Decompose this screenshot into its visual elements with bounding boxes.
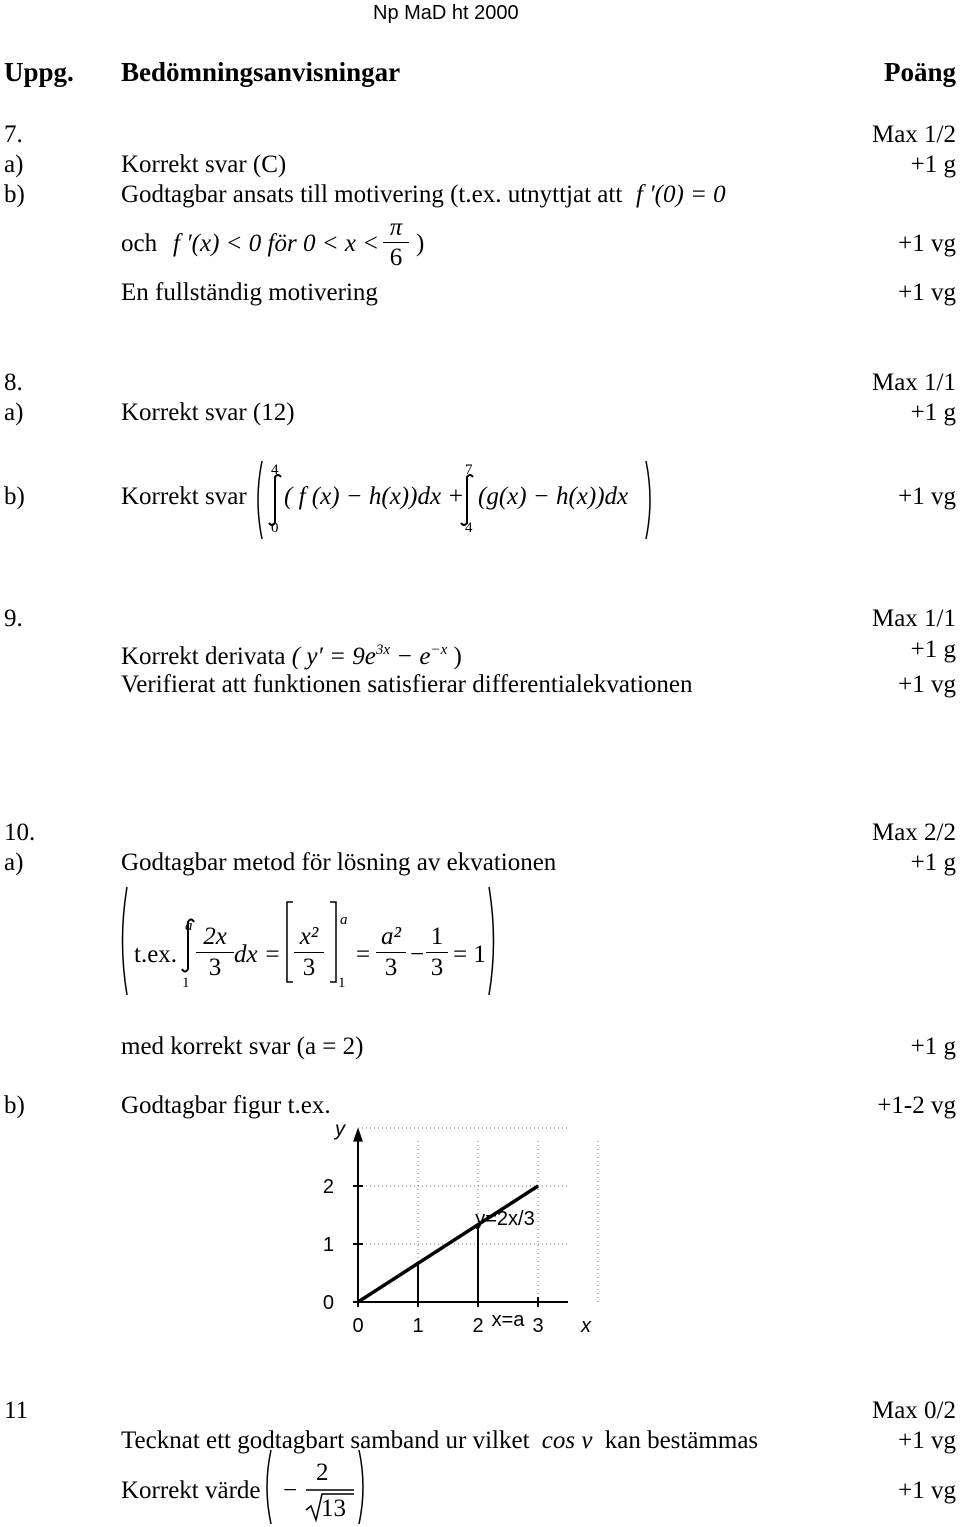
x-tick-label: 1 — [412, 1315, 424, 1337]
q9-formula-b: − e — [390, 643, 431, 670]
q10-svar-text: med korrekt svar (a = 2) — [121, 1033, 364, 1060]
q11-left-paren — [267, 1450, 271, 1524]
q10-bracket-lower: 1 — [338, 975, 346, 991]
q7b-formula: f ′(0) = 0 — [636, 181, 726, 208]
q8b-label: b) — [4, 483, 25, 510]
q10-left-paren — [123, 887, 128, 995]
q11-line1-points: +1 vg — [898, 1427, 956, 1454]
q11-cos-v: cos v — [541, 1427, 593, 1454]
q11-number: 11 — [4, 1397, 29, 1424]
q8-number: 8. — [4, 369, 23, 396]
x-equals-a-annotation: x=a — [491, 1309, 525, 1331]
q11-line1-text: Tecknat ett godtagbart samband ur vilket — [121, 1427, 530, 1454]
q7-max: Max 1/2 — [871, 121, 956, 148]
q8-int2-lower: 4 — [465, 520, 473, 536]
q10a-text: Godtagbar metod för lösning av ekvationen — [121, 849, 557, 876]
q7-close-paren: ) — [416, 230, 425, 257]
q7-pi-fraction — [383, 214, 409, 273]
y-tick-label: 2 — [322, 1176, 334, 1198]
q11-numerator: 2 — [316, 1459, 329, 1486]
y-tick-label: 1 — [322, 1234, 334, 1256]
q10-dx-eq: dx = — [234, 941, 281, 968]
q9-formula-c: ) — [447, 643, 462, 670]
q8a-label: a) — [4, 399, 24, 426]
q10-frac4 — [426, 922, 448, 983]
col-poang-heading: Poäng — [883, 57, 956, 87]
q9-exp1: 3x — [375, 642, 391, 658]
q10-f3-den: 3 — [384, 954, 398, 981]
q10-f2-num: x² — [294, 922, 324, 953]
q7-number: 7. — [4, 121, 23, 148]
q8b-text: Korrekt svar — [121, 483, 247, 510]
q7a-label: a) — [4, 151, 24, 178]
q7-och-points: +1 vg — [898, 230, 956, 257]
q9-line1-points: +1 g — [910, 636, 956, 663]
col-uppg-heading: Uppg. — [4, 57, 74, 87]
q8-integral1-sign — [269, 475, 281, 525]
q10-bracket-upper: a — [340, 912, 348, 928]
q8b-points: +1 vg — [898, 483, 956, 510]
q8-int2-body: (g(x) − h(x))dx — [478, 483, 629, 510]
q11-line1-rest: kan bestämmas — [604, 1427, 759, 1454]
q11-minus: − — [283, 1477, 298, 1504]
q7a-points: +1 g — [910, 151, 956, 178]
q10-svar-points: +1 g — [910, 1033, 956, 1060]
q7-pi: π — [383, 214, 409, 243]
q10-int-lower: 1 — [182, 975, 190, 991]
q10-eq1: = — [356, 941, 371, 968]
q8a-points: +1 g — [910, 399, 956, 426]
q8-int2-upper: 7 — [465, 462, 473, 478]
q10-f3-num: a² — [376, 922, 406, 953]
q10b-text: Godtagbar figur t.ex. — [121, 1092, 331, 1119]
q10a-points: +1 g — [910, 849, 956, 876]
q9-line1-label: Korrekt derivata — [121, 643, 286, 670]
q11-line2-text: Korrekt värde — [121, 1477, 261, 1504]
q8a-text: Korrekt svar (12) — [121, 399, 295, 426]
y-axis-label: y — [335, 1118, 345, 1141]
q10-ex-prefix: t.ex. — [134, 941, 178, 968]
q10-f1-num: 2x — [196, 922, 234, 953]
q7-six: 6 — [389, 244, 403, 271]
q10-f4-num: 1 — [426, 922, 448, 953]
q10-minus: − — [410, 941, 425, 968]
q7b-text: Godtagbar ansats till motivering (t.ex. utnyttjat att — [121, 181, 623, 208]
y-tick-label: 0 — [322, 1292, 334, 1314]
q9-line1-text — [121, 635, 462, 672]
q8-int1-body: ( f (x) − h(x))dx + — [284, 483, 465, 510]
q7a-text: Korrekt svar (C) — [121, 151, 287, 178]
line-annotation: y=2x/3 — [475, 1207, 535, 1230]
q10-f1-den: 3 — [208, 954, 222, 981]
y-axis-arrow-icon — [353, 1128, 363, 1142]
q9-line2-text: Verifierat att funktionen satisfierar differentialekvationen — [121, 671, 693, 698]
q10-eq2: = 1 — [453, 941, 486, 968]
q10-f4-den: 3 — [430, 954, 444, 981]
x-tick-label: 2 — [472, 1315, 484, 1337]
q10a-label: a) — [4, 849, 24, 876]
q7-och-formula: f ′(x) < 0 för 0 < x < — [173, 230, 380, 257]
col-anvisningar-heading: Bedömningsanvisningar — [121, 57, 401, 87]
q10-int-upper: a — [185, 918, 193, 934]
q7-full-text: En fullständig motivering — [121, 279, 378, 306]
q10-frac3 — [376, 922, 406, 983]
q10-frac2 — [294, 922, 324, 983]
q10-frac1 — [196, 922, 234, 983]
q10-max: Max 2/2 — [871, 819, 956, 846]
q10-left-bracket — [287, 902, 293, 982]
q10-f2-den: 3 — [302, 954, 316, 981]
q11-value-expression — [262, 1448, 368, 1527]
q9-exp2: −x — [430, 642, 448, 658]
q7-och: och — [121, 230, 158, 257]
q9-number: 9. — [4, 605, 23, 632]
x-tick-label: 3 — [532, 1315, 544, 1337]
q9-line2-points: +1 vg — [898, 671, 956, 698]
x-tick-label: 0 — [352, 1315, 364, 1337]
x-axis-label: x — [581, 1315, 591, 1337]
q11-right-paren — [359, 1450, 363, 1524]
q8-left-paren — [258, 461, 262, 539]
q8-int1-lower: 0 — [271, 520, 279, 536]
q11-line2-points: +1 vg — [898, 1477, 956, 1504]
q10b-points: +1-2 vg — [877, 1092, 956, 1119]
q10-right-bracket — [330, 902, 336, 982]
q10b-label: b) — [4, 1092, 25, 1119]
q8-int1-upper: 4 — [271, 462, 279, 478]
q8-max: Max 1/1 — [871, 369, 956, 396]
q7-full-points: +1 vg — [898, 279, 956, 306]
q10-figure-chart — [300, 1112, 620, 1352]
q11-max: Max 0/2 — [871, 1397, 956, 1424]
q8-right-paren — [646, 461, 650, 539]
q9-max: Max 1/1 — [871, 605, 956, 632]
q10-number: 10. — [4, 819, 36, 846]
q9-formula-a: ( y′ = 9e — [291, 643, 376, 670]
q11-line1 — [121, 1426, 758, 1456]
running-title: Np MaD ht 2000 — [373, 2, 519, 24]
q11-denominator: 13 — [321, 1495, 346, 1522]
q7b-label: b) — [4, 181, 25, 208]
q10-right-paren — [489, 887, 494, 995]
